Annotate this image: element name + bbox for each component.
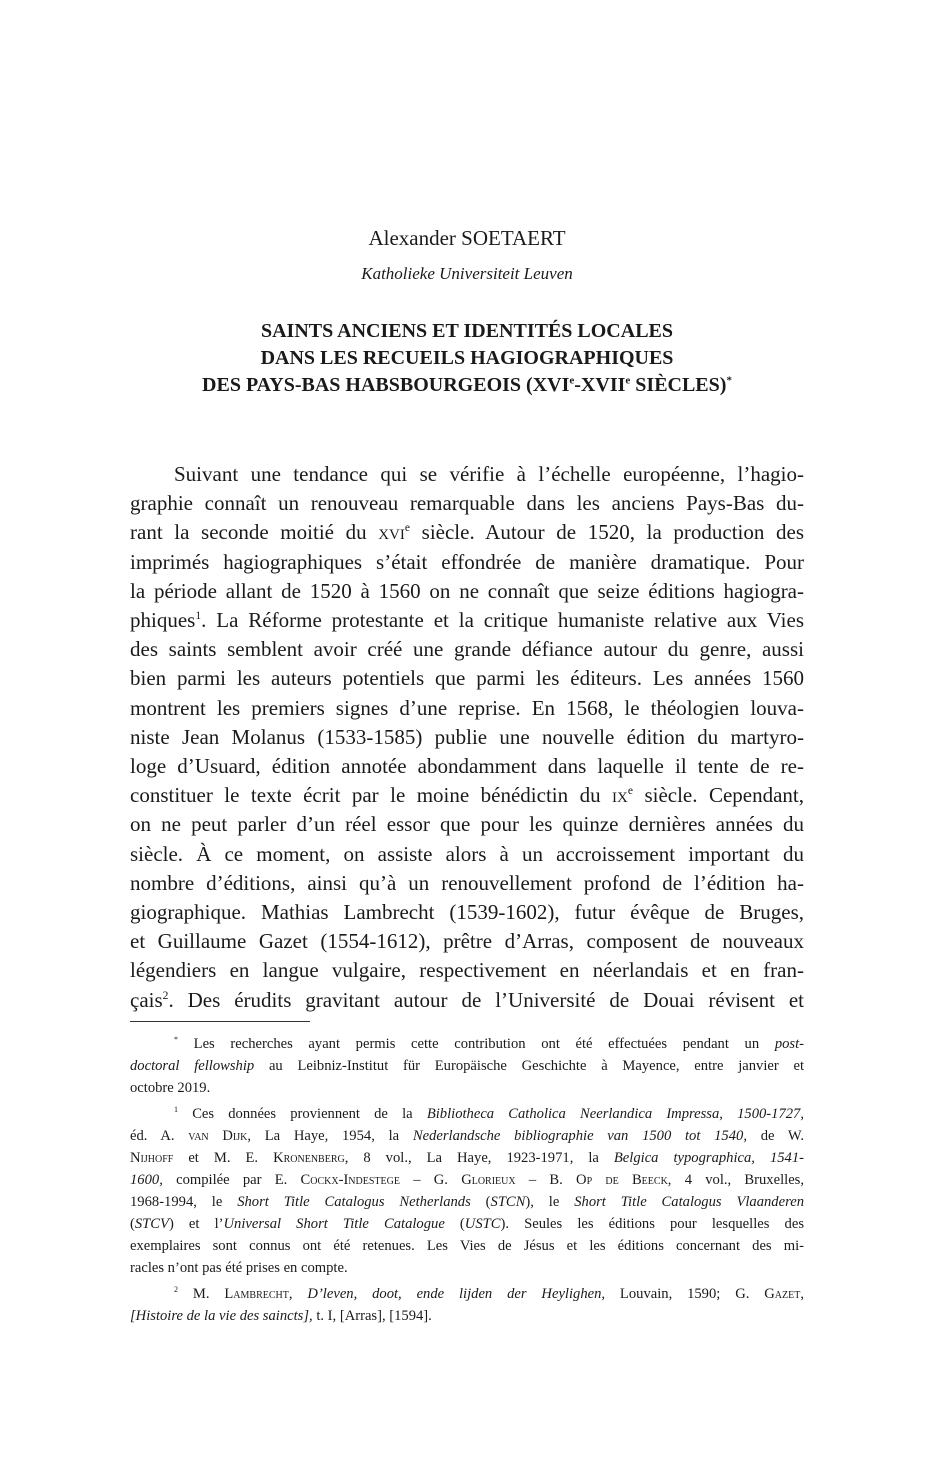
footnote-ref-2[interactable]: 2 <box>162 989 169 1002</box>
footnote-line: $^2$ M. Lambrecht, D’leven, doot, ende lijden der Heylighen, Louvain, 1590; G. Gazet, <box>174 1285 805 1302</box>
title-line-3: DES PAYS-BAS HABSBOURGEOIS (XVIe-XVIIe SIÈCLES)* <box>202 374 732 396</box>
footnote-line: (STCV) et l’Universal Short Title Catalogue (USTC). Seules les éditions pour lesquelles des <box>130 1216 804 1232</box>
body-line: montrent les premiers signes d’une reprise. En 1568, le théologien louva- <box>130 695 804 720</box>
body-line: on ne peut parler d’un réel essor que pour les quinze dernières années du <box>130 812 804 837</box>
footnote-line: exemplaires sont connus ont été retenues. Les Vies de Jésus et les éditions concernant des mi- <box>130 1238 804 1254</box>
footnote-line: éd. A. van Dijk, La Haye, 1954, la Nederlandsche bibliographie van 1500 tot 1540, de W. <box>130 1128 805 1144</box>
footnote-line: racles n’ont pas été prises en compte. <box>130 1260 348 1276</box>
body-line: légendiers en langue vulgaire, respectivement en néerlandais et en fran- <box>130 958 804 983</box>
body-line: graphie connaît un renouveau remarquable dans les anciens Pays-Bas du- <box>130 491 804 516</box>
footnote-1 <box>130 1103 804 1279</box>
title-line-2: DANS LES RECUEILS HAGIOGRAPHIQUES <box>260 347 674 369</box>
author-affiliation: Katholieke Universiteit Leuven <box>361 264 573 283</box>
body-paragraph <box>130 460 804 1015</box>
title-line-1: SAINTS ANCIENS ET IDENTITÉS LOCALES <box>260 320 673 342</box>
footnote-line: 1968-1994, le Short Title Catalogus Netherlands (STCN), le Short Title Catalogus Vlaanderen <box>130 1194 804 1210</box>
footnote-line: $^1$ Ces données proviennent de la Bibliotheca Catholica Neerlandica Impressa, 1500-1727, <box>174 1105 804 1122</box>
author-name: Alexander SOETAERT <box>368 226 566 250</box>
body-line: bien parmi les auteurs potentiels que parmi les éditeurs. Les années 1560 <box>130 666 804 691</box>
body-line: imprimés hagiographiques s’était effondrée de manière dramatique. Pour <box>130 549 804 574</box>
body-line: loge d’Usuard, édition annotée abondamment dans laquelle il tente de re- <box>130 754 804 779</box>
body-line: çais$^2$. Des érudits gravitant autour de l’Université de Douai révisent et <box>130 987 804 1012</box>
footnote-ref-star[interactable]: * <box>726 374 732 387</box>
footnote-line: doctoral fellowship au Leibniz-Institut für Europäische Geschichte à Mayence, entre janvier et <box>130 1058 804 1074</box>
body-line: niste Jean Molanus (1533-1585) publie une nouvelle édition du martyro- <box>130 724 804 749</box>
footnote-star <box>130 1033 804 1099</box>
footnote-line: [Histoire de la vie des saincts], t. I, [Arras], [1594]. <box>130 1308 432 1324</box>
article-title <box>110 318 824 399</box>
footnote-line: octobre 2019. <box>130 1080 211 1096</box>
footnote-2 <box>130 1283 804 1327</box>
footnote-ref-1[interactable]: 1 <box>195 610 202 623</box>
body-line: constituer le texte écrit par le moine bénédictin du $ix^e$ siècle. Cependant, <box>130 783 804 808</box>
body-line: giographique. Mathias Lambrecht (1539-1602), futur évêque de Bruges, <box>130 900 804 925</box>
footnote-line: 1600, compilée par E. Cockx-Indestege – G. Glorieux – B. Op de Beeck, 4 vol., Bruxelles, <box>130 1172 804 1188</box>
body-line: des saints semblent avoir créé une grande défiance autour du genre, aussi <box>130 637 804 662</box>
body-line: siècle. À ce moment, on assiste alors à un accroissement important du <box>130 841 804 866</box>
body-line: Suivant une tendance qui se vérifie à l’échelle européenne, l’hagio- <box>174 462 804 486</box>
footnotes <box>130 1033 804 1327</box>
footnote-line: * Les recherches ayant permis cette contribution ont été effectuées pendant un post- <box>174 1035 804 1052</box>
body-line: rant la seconde moitié du xvi$^e$ siècle. Autour de 1520, la production des <box>130 520 804 545</box>
body-line: et Guillaume Gazet (1554-1612), prêtre d’Arras, composent de nouveaux <box>130 929 804 954</box>
body-line: nombre d’éditions, ainsi qu’à un renouvellement profond de l’édition ha- <box>130 870 804 895</box>
body-line: la période allant de 1520 à 1560 on ne connaît que seize éditions hagiogra- <box>130 578 804 603</box>
footnote-separator <box>130 1021 310 1022</box>
body-line: phiques$^1$. La Réforme protestante et la critique humaniste relative aux Vies <box>130 608 804 633</box>
footnote-line: Nijhoff et M. E. Kronenberg, 8 vol., La Haye, 1923-1971, la Belgica typographica, 1541- <box>130 1150 804 1166</box>
